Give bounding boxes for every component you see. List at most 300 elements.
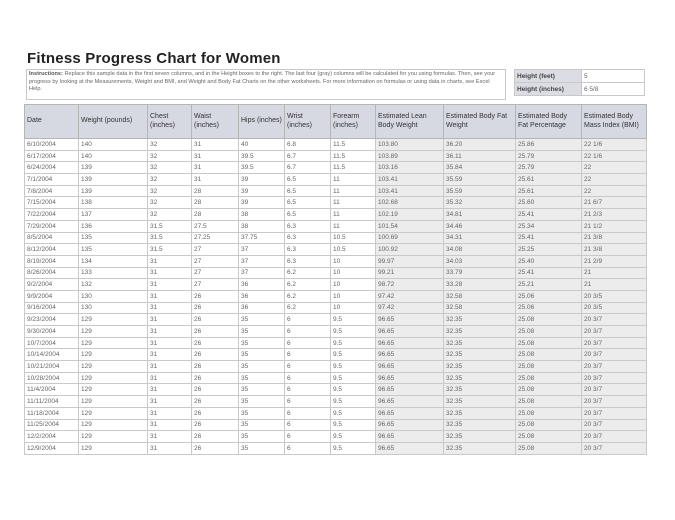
table-cell[interactable]: 9.5 [331, 337, 376, 349]
table-cell[interactable]: 31 [148, 337, 192, 349]
table-cell[interactable]: 10.5 [331, 232, 376, 244]
table-cell[interactable]: 37 [239, 255, 285, 267]
table-cell[interactable]: 22 [582, 162, 647, 174]
table-cell[interactable]: 34.08 [444, 244, 516, 256]
table-cell[interactable]: 11 [331, 174, 376, 186]
table-cell[interactable]: 10/28/2004 [25, 372, 79, 384]
table-cell[interactable]: 26 [192, 326, 239, 338]
table-cell[interactable]: 31 [148, 431, 192, 443]
table-cell[interactable]: 39 [239, 197, 285, 209]
table-cell[interactable]: 96.65 [376, 442, 444, 454]
table-cell[interactable]: 10/7/2004 [25, 337, 79, 349]
table-cell[interactable]: 32.35 [444, 361, 516, 373]
table-cell[interactable]: 27.5 [192, 220, 239, 232]
table-cell[interactable]: 8/26/2004 [25, 267, 79, 279]
table-cell[interactable]: 9.5 [331, 396, 376, 408]
table-cell[interactable]: 6.2 [285, 302, 331, 314]
table-cell[interactable]: 20 3/7 [582, 326, 647, 338]
table-cell[interactable]: 31 [148, 267, 192, 279]
table-cell[interactable]: 96.65 [376, 372, 444, 384]
table-cell[interactable]: 129 [79, 372, 148, 384]
table-cell[interactable]: 35 [239, 396, 285, 408]
table-cell[interactable]: 20 3/7 [582, 384, 647, 396]
table-cell[interactable]: 31 [148, 442, 192, 454]
table-cell[interactable]: 11/11/2004 [25, 396, 79, 408]
table-cell[interactable]: 8/19/2004 [25, 255, 79, 267]
table-cell[interactable]: 9.5 [331, 431, 376, 443]
table-cell[interactable]: 6.3 [285, 255, 331, 267]
table-cell[interactable]: 130 [79, 290, 148, 302]
table-cell[interactable]: 28 [192, 197, 239, 209]
table-cell[interactable]: 9.5 [331, 314, 376, 326]
table-cell[interactable]: 6.5 [285, 174, 331, 186]
table-cell[interactable]: 134 [79, 255, 148, 267]
table-cell[interactable]: 103.16 [376, 162, 444, 174]
table-cell[interactable]: 22 [582, 174, 647, 186]
table-cell[interactable]: 10 [331, 255, 376, 267]
table-cell[interactable]: 6.8 [285, 139, 331, 151]
table-cell[interactable]: 8/12/2004 [25, 244, 79, 256]
table-cell[interactable]: 35.32 [444, 197, 516, 209]
table-cell[interactable]: 36.11 [444, 150, 516, 162]
table-cell[interactable]: 32.35 [444, 384, 516, 396]
table-cell[interactable]: 25.25 [516, 244, 582, 256]
height-feet-input[interactable]: 5 [582, 70, 645, 83]
table-cell[interactable]: 20 3/7 [582, 361, 647, 373]
table-cell[interactable]: 31 [148, 279, 192, 291]
table-cell[interactable]: 11.5 [331, 150, 376, 162]
table-cell[interactable]: 26 [192, 337, 239, 349]
table-cell[interactable]: 31 [148, 349, 192, 361]
table-cell[interactable]: 103.41 [376, 185, 444, 197]
table-cell[interactable]: 11/4/2004 [25, 384, 79, 396]
table-cell[interactable]: 32.35 [444, 407, 516, 419]
table-cell[interactable]: 129 [79, 337, 148, 349]
table-cell[interactable]: 9/16/2004 [25, 302, 79, 314]
table-cell[interactable]: 21 3/8 [582, 232, 647, 244]
table-cell[interactable]: 6 [285, 314, 331, 326]
table-cell[interactable]: 31 [192, 162, 239, 174]
table-cell[interactable]: 26 [192, 442, 239, 454]
table-cell[interactable]: 32 [148, 162, 192, 174]
table-cell[interactable]: 22 1/6 [582, 139, 647, 151]
table-cell[interactable]: 26 [192, 396, 239, 408]
table-cell[interactable]: 32 [148, 185, 192, 197]
table-cell[interactable]: 129 [79, 326, 148, 338]
table-cell[interactable]: 11/18/2004 [25, 407, 79, 419]
table-cell[interactable]: 25.41 [516, 267, 582, 279]
table-cell[interactable]: 9/23/2004 [25, 314, 79, 326]
table-cell[interactable]: 26 [192, 419, 239, 431]
table-cell[interactable]: 36.20 [444, 139, 516, 151]
table-cell[interactable]: 6.3 [285, 232, 331, 244]
table-cell[interactable]: 9.5 [331, 372, 376, 384]
table-cell[interactable]: 25.08 [516, 372, 582, 384]
table-cell[interactable]: 25.08 [516, 407, 582, 419]
table-cell[interactable]: 10 [331, 290, 376, 302]
table-cell[interactable]: 31 [192, 150, 239, 162]
table-cell[interactable]: 37 [239, 244, 285, 256]
table-cell[interactable]: 32 [148, 150, 192, 162]
table-cell[interactable]: 6.3 [285, 220, 331, 232]
table-cell[interactable]: 40 [239, 139, 285, 151]
table-cell[interactable]: 32.58 [444, 302, 516, 314]
table-cell[interactable]: 26 [192, 431, 239, 443]
table-cell[interactable]: 9.5 [331, 326, 376, 338]
table-cell[interactable]: 26 [192, 302, 239, 314]
table-cell[interactable]: 11.5 [331, 162, 376, 174]
table-cell[interactable]: 11 [331, 197, 376, 209]
table-cell[interactable]: 31.5 [148, 232, 192, 244]
table-cell[interactable]: 33.79 [444, 267, 516, 279]
table-cell[interactable]: 6/10/2004 [25, 139, 79, 151]
table-cell[interactable]: 35 [239, 372, 285, 384]
table-cell[interactable]: 36 [239, 290, 285, 302]
table-cell[interactable]: 136 [79, 220, 148, 232]
table-cell[interactable]: 12/2/2004 [25, 431, 79, 443]
table-cell[interactable]: 34.46 [444, 220, 516, 232]
table-cell[interactable]: 32.35 [444, 337, 516, 349]
table-cell[interactable]: 38 [239, 220, 285, 232]
table-cell[interactable]: 20 3/7 [582, 442, 647, 454]
table-cell[interactable]: 38 [239, 209, 285, 221]
table-cell[interactable]: 35 [239, 431, 285, 443]
table-cell[interactable]: 20 3/7 [582, 407, 647, 419]
table-cell[interactable]: 25.21 [516, 279, 582, 291]
table-cell[interactable]: 31 [148, 372, 192, 384]
table-cell[interactable]: 20 3/7 [582, 419, 647, 431]
table-cell[interactable]: 35 [239, 337, 285, 349]
table-cell[interactable]: 31.5 [148, 244, 192, 256]
table-cell[interactable]: 11 [331, 209, 376, 221]
table-cell[interactable]: 6 [285, 361, 331, 373]
table-cell[interactable]: 96.65 [376, 396, 444, 408]
table-cell[interactable]: 31 [192, 139, 239, 151]
table-cell[interactable]: 10 [331, 279, 376, 291]
table-cell[interactable]: 20 3/7 [582, 314, 647, 326]
table-cell[interactable]: 135 [79, 232, 148, 244]
table-cell[interactable]: 25.41 [516, 209, 582, 221]
table-cell[interactable]: 140 [79, 139, 148, 151]
table-cell[interactable]: 25.61 [516, 185, 582, 197]
table-cell[interactable]: 32.35 [444, 442, 516, 454]
table-cell[interactable]: 96.65 [376, 361, 444, 373]
table-cell[interactable]: 31 [148, 361, 192, 373]
table-cell[interactable]: 26 [192, 314, 239, 326]
table-cell[interactable]: 97.42 [376, 290, 444, 302]
table-cell[interactable]: 26 [192, 290, 239, 302]
table-cell[interactable]: 11.5 [331, 139, 376, 151]
table-cell[interactable]: 101.54 [376, 220, 444, 232]
table-cell[interactable]: 6.2 [285, 279, 331, 291]
table-cell[interactable]: 32.35 [444, 349, 516, 361]
table-cell[interactable]: 25.86 [516, 139, 582, 151]
table-cell[interactable]: 102.19 [376, 209, 444, 221]
table-cell[interactable]: 27 [192, 279, 239, 291]
table-cell[interactable]: 9.5 [331, 384, 376, 396]
table-cell[interactable]: 133 [79, 267, 148, 279]
table-cell[interactable]: 25.08 [516, 361, 582, 373]
table-cell[interactable]: 31.5 [148, 220, 192, 232]
table-cell[interactable]: 28 [192, 209, 239, 221]
table-cell[interactable]: 11/25/2004 [25, 419, 79, 431]
table-cell[interactable]: 25.08 [516, 337, 582, 349]
table-cell[interactable]: 9.5 [331, 349, 376, 361]
table-cell[interactable]: 129 [79, 396, 148, 408]
table-cell[interactable]: 31 [148, 396, 192, 408]
table-cell[interactable]: 26 [192, 361, 239, 373]
height-inches-input[interactable]: 6 5/8 [582, 83, 645, 96]
table-cell[interactable]: 25.08 [516, 396, 582, 408]
table-cell[interactable]: 39 [239, 185, 285, 197]
table-cell[interactable]: 129 [79, 442, 148, 454]
table-cell[interactable]: 32 [148, 174, 192, 186]
table-cell[interactable]: 96.65 [376, 337, 444, 349]
table-cell[interactable]: 34.81 [444, 209, 516, 221]
table-cell[interactable]: 25.41 [516, 232, 582, 244]
table-cell[interactable]: 9/30/2004 [25, 326, 79, 338]
table-cell[interactable]: 138 [79, 197, 148, 209]
table-cell[interactable]: 10.5 [331, 244, 376, 256]
table-cell[interactable]: 25.08 [516, 326, 582, 338]
table-cell[interactable]: 26 [192, 407, 239, 419]
table-cell[interactable]: 135 [79, 244, 148, 256]
table-cell[interactable]: 129 [79, 361, 148, 373]
table-cell[interactable]: 97.42 [376, 302, 444, 314]
table-cell[interactable]: 99.21 [376, 267, 444, 279]
table-cell[interactable]: 32 [148, 197, 192, 209]
table-cell[interactable]: 25.06 [516, 290, 582, 302]
table-cell[interactable]: 39.5 [239, 150, 285, 162]
table-cell[interactable]: 10 [331, 267, 376, 279]
table-cell[interactable]: 25.79 [516, 150, 582, 162]
table-cell[interactable]: 26 [192, 372, 239, 384]
table-cell[interactable]: 9.5 [331, 442, 376, 454]
table-cell[interactable]: 103.41 [376, 174, 444, 186]
table-cell[interactable]: 39.5 [239, 162, 285, 174]
table-cell[interactable]: 20 3/7 [582, 349, 647, 361]
table-cell[interactable]: 21 3/8 [582, 244, 647, 256]
table-cell[interactable]: 20 3/7 [582, 396, 647, 408]
table-cell[interactable]: 139 [79, 174, 148, 186]
table-cell[interactable]: 25.06 [516, 302, 582, 314]
table-cell[interactable]: 20 3/5 [582, 302, 647, 314]
table-cell[interactable]: 25.08 [516, 349, 582, 361]
table-cell[interactable]: 7/15/2004 [25, 197, 79, 209]
table-cell[interactable]: 25.08 [516, 419, 582, 431]
table-cell[interactable]: 7/29/2004 [25, 220, 79, 232]
table-cell[interactable]: 20 3/7 [582, 431, 647, 443]
table-cell[interactable]: 25.08 [516, 384, 582, 396]
table-cell[interactable]: 27 [192, 255, 239, 267]
table-cell[interactable]: 28 [192, 185, 239, 197]
table-cell[interactable]: 32.35 [444, 419, 516, 431]
table-cell[interactable]: 100.92 [376, 244, 444, 256]
table-cell[interactable]: 130 [79, 302, 148, 314]
table-cell[interactable]: 9.5 [331, 407, 376, 419]
table-cell[interactable]: 129 [79, 314, 148, 326]
table-cell[interactable]: 99.97 [376, 255, 444, 267]
table-cell[interactable]: 25.08 [516, 431, 582, 443]
table-cell[interactable]: 27 [192, 244, 239, 256]
table-cell[interactable]: 103.80 [376, 139, 444, 151]
table-cell[interactable]: 96.65 [376, 349, 444, 361]
table-cell[interactable]: 96.65 [376, 384, 444, 396]
table-cell[interactable]: 37 [239, 267, 285, 279]
table-cell[interactable]: 22 1/6 [582, 150, 647, 162]
table-cell[interactable]: 129 [79, 431, 148, 443]
table-cell[interactable]: 6 [285, 396, 331, 408]
table-cell[interactable]: 35 [239, 326, 285, 338]
table-cell[interactable]: 35 [239, 442, 285, 454]
table-cell[interactable]: 31 [148, 290, 192, 302]
table-cell[interactable]: 32 [148, 209, 192, 221]
table-cell[interactable]: 31 [148, 255, 192, 267]
table-cell[interactable]: 21 6/7 [582, 197, 647, 209]
table-cell[interactable]: 26 [192, 349, 239, 361]
table-cell[interactable]: 96.65 [376, 326, 444, 338]
table-cell[interactable]: 21 2/3 [582, 209, 647, 221]
table-cell[interactable]: 102.68 [376, 197, 444, 209]
table-cell[interactable]: 25.08 [516, 442, 582, 454]
table-cell[interactable]: 35 [239, 314, 285, 326]
table-cell[interactable]: 129 [79, 349, 148, 361]
table-cell[interactable]: 31 [148, 302, 192, 314]
table-cell[interactable]: 32.35 [444, 314, 516, 326]
table-cell[interactable]: 25.08 [516, 314, 582, 326]
table-cell[interactable]: 139 [79, 185, 148, 197]
table-cell[interactable]: 98.72 [376, 279, 444, 291]
table-cell[interactable]: 10/21/2004 [25, 361, 79, 373]
table-cell[interactable]: 21 [582, 267, 647, 279]
table-cell[interactable]: 6 [285, 407, 331, 419]
table-row [25, 197, 647, 209]
table-cell[interactable]: 35.59 [444, 185, 516, 197]
table-cell[interactable]: 20 3/7 [582, 337, 647, 349]
table-cell[interactable]: 32.35 [444, 326, 516, 338]
table-cell[interactable]: 25.60 [516, 197, 582, 209]
table-cell[interactable]: 96.65 [376, 314, 444, 326]
table-cell[interactable]: 35 [239, 384, 285, 396]
table-cell[interactable]: 6.7 [285, 150, 331, 162]
table-cell[interactable]: 10/14/2004 [25, 349, 79, 361]
table-cell[interactable]: 96.65 [376, 407, 444, 419]
table-cell[interactable]: 6 [285, 384, 331, 396]
table-cell[interactable]: 7/22/2004 [25, 209, 79, 221]
table-cell[interactable]: 31 [148, 407, 192, 419]
table-cell[interactable]: 132 [79, 279, 148, 291]
table-cell[interactable]: 6 [285, 442, 331, 454]
table-cell[interactable]: 35 [239, 349, 285, 361]
table-cell[interactable]: 9.5 [331, 361, 376, 373]
table-cell[interactable]: 129 [79, 419, 148, 431]
table-cell[interactable]: 33.28 [444, 279, 516, 291]
table-cell[interactable]: 32.35 [444, 396, 516, 408]
table-cell[interactable]: 129 [79, 407, 148, 419]
table-cell[interactable]: 7/8/2004 [25, 185, 79, 197]
table-cell[interactable]: 35 [239, 361, 285, 373]
table-cell[interactable]: 21 1/2 [582, 220, 647, 232]
table-cell[interactable]: 6/24/2004 [25, 162, 79, 174]
table-cell[interactable]: 31 [192, 174, 239, 186]
table-cell[interactable]: 35.59 [444, 174, 516, 186]
table-cell[interactable]: 25.34 [516, 220, 582, 232]
table-cell[interactable]: 6 [285, 349, 331, 361]
table-cell[interactable]: 25.40 [516, 255, 582, 267]
table-cell[interactable]: 137 [79, 209, 148, 221]
table-cell[interactable]: 10 [331, 302, 376, 314]
table-cell[interactable]: 21 2/9 [582, 255, 647, 267]
table-cell[interactable]: 31 [148, 384, 192, 396]
table-cell[interactable]: 39 [239, 174, 285, 186]
table-cell[interactable]: 27.25 [192, 232, 239, 244]
table-cell[interactable]: 31 [148, 314, 192, 326]
table-cell[interactable]: 6.5 [285, 209, 331, 221]
table-cell[interactable]: 8/5/2004 [25, 232, 79, 244]
table-cell[interactable]: 11 [331, 185, 376, 197]
table-cell[interactable]: 20 3/5 [582, 290, 647, 302]
table-cell[interactable]: 6 [285, 431, 331, 443]
table-cell[interactable]: 36 [239, 279, 285, 291]
table-cell[interactable]: 6 [285, 419, 331, 431]
table-cell[interactable]: 34.31 [444, 232, 516, 244]
table-cell[interactable]: 35.84 [444, 162, 516, 174]
table-cell[interactable]: 22 [582, 185, 647, 197]
table-cell[interactable]: 6.5 [285, 197, 331, 209]
table-cell[interactable]: 32.58 [444, 290, 516, 302]
table-cell[interactable]: 21 [582, 279, 647, 291]
table-cell[interactable]: 140 [79, 150, 148, 162]
table-cell[interactable]: 36 [239, 302, 285, 314]
table-cell[interactable]: 9/2/2004 [25, 279, 79, 291]
table-cell[interactable]: 11 [331, 220, 376, 232]
table-cell[interactable]: 6 [285, 337, 331, 349]
table-cell[interactable]: 12/9/2004 [25, 442, 79, 454]
table-cell[interactable]: 6.2 [285, 267, 331, 279]
table-cell[interactable]: 6 [285, 326, 331, 338]
table-cell[interactable]: 26 [192, 384, 239, 396]
table-cell[interactable]: 103.89 [376, 150, 444, 162]
table-cell[interactable]: 35 [239, 407, 285, 419]
table-cell[interactable]: 7/1/2004 [25, 174, 79, 186]
table-cell[interactable]: 31 [148, 419, 192, 431]
table-cell[interactable]: 37.75 [239, 232, 285, 244]
table-cell[interactable]: 129 [79, 384, 148, 396]
table-cell[interactable]: 6.5 [285, 185, 331, 197]
table-cell[interactable]: 25.61 [516, 174, 582, 186]
table-cell[interactable]: 6.2 [285, 290, 331, 302]
table-cell[interactable]: 35 [239, 419, 285, 431]
table-cell[interactable]: 32.35 [444, 431, 516, 443]
table-cell[interactable]: 6/17/2004 [25, 150, 79, 162]
table-cell[interactable]: 96.65 [376, 431, 444, 443]
table-cell[interactable]: 9/9/2004 [25, 290, 79, 302]
table-cell[interactable]: 27 [192, 267, 239, 279]
table-cell[interactable]: 32 [148, 139, 192, 151]
table-cell[interactable]: 6.7 [285, 162, 331, 174]
table-cell[interactable]: 20 3/7 [582, 372, 647, 384]
table-cell[interactable]: 139 [79, 162, 148, 174]
table-cell[interactable]: 6.3 [285, 244, 331, 256]
table-cell[interactable]: 32.35 [444, 372, 516, 384]
table-cell[interactable]: 25.79 [516, 162, 582, 174]
table-cell[interactable]: 31 [148, 326, 192, 338]
table-cell[interactable]: 34.03 [444, 255, 516, 267]
table-cell[interactable]: 9.5 [331, 419, 376, 431]
table-cell[interactable]: 100.69 [376, 232, 444, 244]
table-cell[interactable]: 6 [285, 372, 331, 384]
table-cell[interactable]: 96.65 [376, 419, 444, 431]
